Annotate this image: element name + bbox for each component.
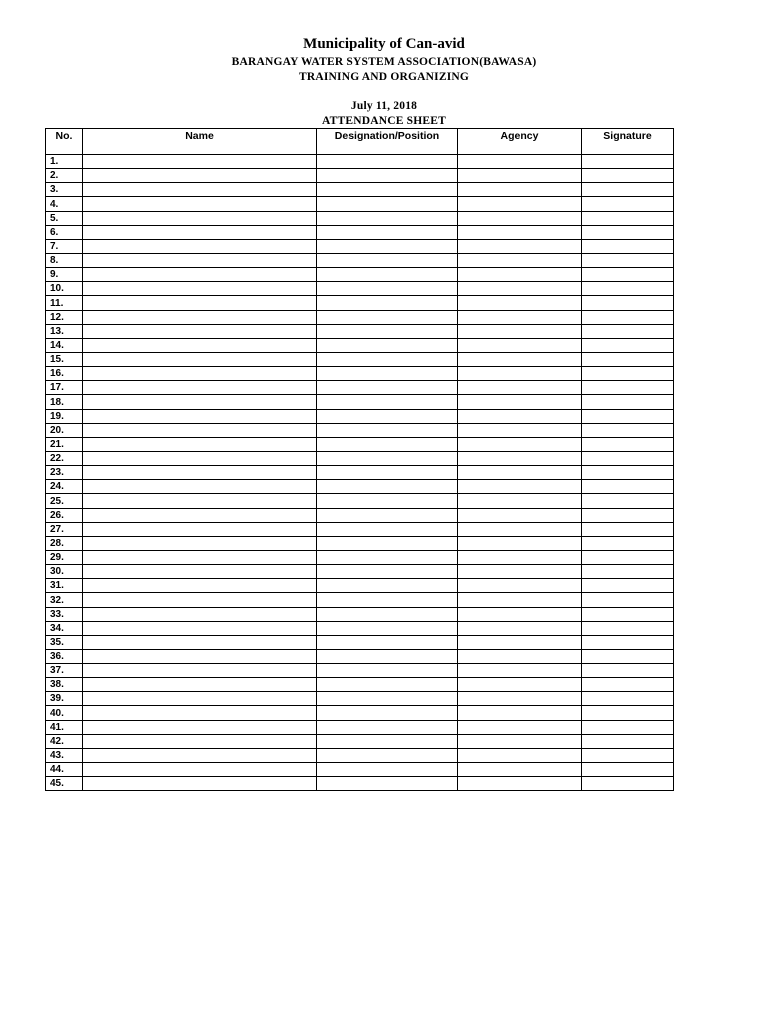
signature-cell[interactable] [582, 536, 674, 550]
agency-cell[interactable] [458, 621, 582, 635]
row-number: 32. [46, 593, 83, 607]
row-number: 7. [46, 239, 83, 253]
signature-cell[interactable] [582, 253, 674, 267]
designation-cell[interactable] [317, 409, 458, 423]
designation-cell[interactable] [317, 367, 458, 381]
designation-cell[interactable] [317, 635, 458, 649]
table-row [46, 409, 674, 423]
designation-cell[interactable] [317, 155, 458, 169]
designation-cell[interactable] [317, 565, 458, 579]
designation-cell[interactable] [317, 593, 458, 607]
table-row [46, 268, 674, 282]
designation-cell[interactable] [317, 395, 458, 409]
agency-cell[interactable] [458, 451, 582, 465]
agency-cell[interactable] [458, 494, 582, 508]
designation-cell[interactable] [317, 748, 458, 762]
name-cell[interactable] [83, 649, 317, 663]
agency-cell[interactable] [458, 296, 582, 310]
table-row [46, 395, 674, 409]
designation-cell[interactable] [317, 282, 458, 296]
table-row [46, 763, 674, 777]
column-header-no: No. [46, 129, 83, 155]
row-number: 17. [46, 381, 83, 395]
row-number: 26. [46, 508, 83, 522]
name-cell[interactable] [83, 310, 317, 324]
row-number: 27. [46, 522, 83, 536]
designation-cell[interactable] [317, 324, 458, 338]
agency-cell[interactable] [458, 777, 582, 791]
agency-cell[interactable] [458, 565, 582, 579]
name-cell[interactable] [83, 635, 317, 649]
designation-cell[interactable] [317, 268, 458, 282]
designation-cell[interactable] [317, 494, 458, 508]
row-number: 24. [46, 480, 83, 494]
signature-cell[interactable] [582, 367, 674, 381]
designation-cell[interactable] [317, 692, 458, 706]
designation-cell[interactable] [317, 522, 458, 536]
agency-cell[interactable] [458, 720, 582, 734]
designation-cell[interactable] [317, 508, 458, 522]
agency-cell[interactable] [458, 635, 582, 649]
agency-cell[interactable] [458, 253, 582, 267]
name-cell[interactable] [83, 423, 317, 437]
table-row [46, 225, 674, 239]
signature-cell[interactable] [582, 565, 674, 579]
designation-cell[interactable] [317, 720, 458, 734]
agency-cell[interactable] [458, 183, 582, 197]
signature-cell[interactable] [582, 734, 674, 748]
association-title: BARANGAY WATER SYSTEM ASSOCIATION(BAWASA) [231, 56, 537, 68]
designation-cell[interactable] [317, 253, 458, 267]
name-cell[interactable] [83, 678, 317, 692]
designation-cell[interactable] [317, 536, 458, 550]
row-number: 30. [46, 565, 83, 579]
designation-cell[interactable] [317, 338, 458, 352]
signature-cell[interactable] [582, 155, 674, 169]
agency-cell[interactable] [458, 763, 582, 777]
table-row [46, 466, 674, 480]
name-cell[interactable] [83, 197, 317, 211]
signature-cell[interactable] [582, 649, 674, 663]
agency-cell[interactable] [458, 338, 582, 352]
table-row [46, 352, 674, 366]
row-number: 18. [46, 395, 83, 409]
agency-cell[interactable] [458, 381, 582, 395]
row-number: 43. [46, 748, 83, 762]
agency-cell[interactable] [458, 593, 582, 607]
agency-cell[interactable] [458, 734, 582, 748]
table-row [46, 692, 674, 706]
table-row [46, 536, 674, 550]
signature-cell[interactable] [582, 324, 674, 338]
designation-cell[interactable] [317, 466, 458, 480]
signature-cell[interactable] [582, 466, 674, 480]
row-number: 31. [46, 579, 83, 593]
row-number: 13. [46, 324, 83, 338]
agency-cell[interactable] [458, 550, 582, 564]
table-row [46, 621, 674, 635]
designation-cell[interactable] [317, 211, 458, 225]
name-cell[interactable] [83, 466, 317, 480]
signature-cell[interactable] [582, 395, 674, 409]
row-number: 25. [46, 494, 83, 508]
table-row [46, 169, 674, 183]
signature-cell[interactable] [582, 508, 674, 522]
row-number: 8. [46, 253, 83, 267]
row-number: 38. [46, 678, 83, 692]
designation-cell[interactable] [317, 423, 458, 437]
row-number: 11. [46, 296, 83, 310]
table-row [46, 296, 674, 310]
designation-cell[interactable] [317, 649, 458, 663]
agency-cell[interactable] [458, 678, 582, 692]
name-cell[interactable] [83, 748, 317, 762]
agency-cell[interactable] [458, 169, 582, 183]
name-cell[interactable] [83, 550, 317, 564]
row-number: 39. [46, 692, 83, 706]
designation-cell[interactable] [317, 225, 458, 239]
agency-cell[interactable] [458, 522, 582, 536]
table-header-row [46, 129, 674, 155]
agency-cell[interactable] [458, 282, 582, 296]
row-number: 5. [46, 211, 83, 225]
signature-cell[interactable] [582, 211, 674, 225]
designation-cell[interactable] [317, 381, 458, 395]
table-row [46, 437, 674, 451]
name-cell[interactable] [83, 268, 317, 282]
agency-cell[interactable] [458, 155, 582, 169]
signature-cell[interactable] [582, 197, 674, 211]
designation-cell[interactable] [317, 763, 458, 777]
signature-cell[interactable] [582, 352, 674, 366]
name-cell[interactable] [83, 536, 317, 550]
row-number: 9. [46, 268, 83, 282]
designation-cell[interactable] [317, 169, 458, 183]
agency-cell[interactable] [458, 395, 582, 409]
signature-cell[interactable] [582, 635, 674, 649]
row-number: 28. [46, 536, 83, 550]
signature-cell[interactable] [582, 593, 674, 607]
designation-cell[interactable] [317, 579, 458, 593]
column-header-agency: Agency [458, 129, 582, 155]
table-row [46, 324, 674, 338]
signature-cell[interactable] [582, 494, 674, 508]
signature-cell[interactable] [582, 268, 674, 282]
designation-cell[interactable] [317, 437, 458, 451]
row-number: 14. [46, 338, 83, 352]
signature-cell[interactable] [582, 621, 674, 635]
agency-cell[interactable] [458, 367, 582, 381]
agency-cell[interactable] [458, 211, 582, 225]
signature-cell[interactable] [582, 183, 674, 197]
table-body [46, 155, 674, 791]
name-cell[interactable] [83, 395, 317, 409]
agency-cell[interactable] [458, 579, 582, 593]
signature-cell[interactable] [582, 338, 674, 352]
table-row [46, 494, 674, 508]
name-cell[interactable] [83, 409, 317, 423]
row-number: 36. [46, 649, 83, 663]
signature-cell[interactable] [582, 706, 674, 720]
row-number: 41. [46, 720, 83, 734]
table-row [46, 734, 674, 748]
name-cell[interactable] [83, 352, 317, 366]
table-row [46, 678, 674, 692]
name-cell[interactable] [83, 338, 317, 352]
table-row [46, 649, 674, 663]
designation-cell[interactable] [317, 607, 458, 621]
row-number: 35. [46, 635, 83, 649]
designation-cell[interactable] [317, 480, 458, 494]
table-row [46, 381, 674, 395]
name-cell[interactable] [83, 607, 317, 621]
table-row [46, 607, 674, 621]
sheet-title: ATTENDANCE SHEET [321, 115, 447, 127]
name-cell[interactable] [83, 381, 317, 395]
row-number: 45. [46, 777, 83, 791]
table-row [46, 664, 674, 678]
signature-cell[interactable] [582, 169, 674, 183]
event-date: July 11, 2018 [350, 100, 418, 112]
table-row [46, 579, 674, 593]
table-row [46, 706, 674, 720]
table-row [46, 720, 674, 734]
name-cell[interactable] [83, 155, 317, 169]
name-cell[interactable] [83, 183, 317, 197]
name-cell[interactable] [83, 720, 317, 734]
name-cell[interactable] [83, 763, 317, 777]
agency-cell[interactable] [458, 508, 582, 522]
designation-cell[interactable] [317, 197, 458, 211]
row-number: 3. [46, 183, 83, 197]
designation-cell[interactable] [317, 183, 458, 197]
table-row [46, 338, 674, 352]
agency-cell[interactable] [458, 268, 582, 282]
table-row [46, 282, 674, 296]
designation-cell[interactable] [317, 664, 458, 678]
name-cell[interactable] [83, 593, 317, 607]
row-number: 42. [46, 734, 83, 748]
name-cell[interactable] [83, 451, 317, 465]
designation-cell[interactable] [317, 621, 458, 635]
row-number: 19. [46, 409, 83, 423]
signature-cell[interactable] [582, 423, 674, 437]
municipality-title: Municipality of Can-avid [303, 36, 465, 52]
name-cell[interactable] [83, 579, 317, 593]
table-row [46, 748, 674, 762]
agency-cell[interactable] [458, 466, 582, 480]
table-row [46, 635, 674, 649]
signature-cell[interactable] [582, 579, 674, 593]
designation-cell[interactable] [317, 239, 458, 253]
signature-cell[interactable] [582, 381, 674, 395]
row-number: 34. [46, 621, 83, 635]
signature-cell[interactable] [582, 692, 674, 706]
signature-cell[interactable] [582, 296, 674, 310]
agency-cell[interactable] [458, 225, 582, 239]
agency-cell[interactable] [458, 706, 582, 720]
row-number: 20. [46, 423, 83, 437]
agency-cell[interactable] [458, 536, 582, 550]
row-number: 37. [46, 664, 83, 678]
agency-cell[interactable] [458, 324, 582, 338]
agency-cell[interactable] [458, 409, 582, 423]
name-cell[interactable] [83, 211, 317, 225]
agency-cell[interactable] [458, 352, 582, 366]
agency-cell[interactable] [458, 437, 582, 451]
row-number: 6. [46, 225, 83, 239]
column-header-signature: Signature [582, 129, 674, 155]
signature-cell[interactable] [582, 664, 674, 678]
signature-cell[interactable] [582, 239, 674, 253]
designation-cell[interactable] [317, 678, 458, 692]
agency-cell[interactable] [458, 239, 582, 253]
name-cell[interactable] [83, 508, 317, 522]
signature-cell[interactable] [582, 451, 674, 465]
row-number: 44. [46, 763, 83, 777]
attendance-table [45, 128, 674, 791]
agency-cell[interactable] [458, 480, 582, 494]
row-number: 1. [46, 155, 83, 169]
designation-cell[interactable] [317, 734, 458, 748]
designation-cell[interactable] [317, 451, 458, 465]
name-cell[interactable] [83, 169, 317, 183]
row-number: 29. [46, 550, 83, 564]
name-cell[interactable] [83, 367, 317, 381]
agency-cell[interactable] [458, 423, 582, 437]
name-cell[interactable] [83, 664, 317, 678]
name-cell[interactable] [83, 480, 317, 494]
signature-cell[interactable] [582, 409, 674, 423]
row-number: 22. [46, 451, 83, 465]
column-header-designation: Designation/Position [317, 129, 458, 155]
signature-cell[interactable] [582, 550, 674, 564]
signature-cell[interactable] [582, 748, 674, 762]
signature-cell[interactable] [582, 607, 674, 621]
designation-cell[interactable] [317, 296, 458, 310]
row-number: 40. [46, 706, 83, 720]
table-row [46, 211, 674, 225]
name-cell[interactable] [83, 692, 317, 706]
agency-cell[interactable] [458, 664, 582, 678]
name-cell[interactable] [83, 621, 317, 635]
name-cell[interactable] [83, 296, 317, 310]
table-row [46, 522, 674, 536]
signature-cell[interactable] [582, 310, 674, 324]
table-row [46, 451, 674, 465]
designation-cell[interactable] [317, 310, 458, 324]
table-row [46, 777, 674, 791]
agency-cell[interactable] [458, 197, 582, 211]
row-number: 16. [46, 367, 83, 381]
event-title: TRAINING AND ORGANIZING [298, 71, 470, 83]
signature-cell[interactable] [582, 763, 674, 777]
name-cell[interactable] [83, 225, 317, 239]
name-cell[interactable] [83, 253, 317, 267]
name-cell[interactable] [83, 522, 317, 536]
signature-cell[interactable] [582, 720, 674, 734]
agency-cell[interactable] [458, 607, 582, 621]
name-cell[interactable] [83, 706, 317, 720]
column-header-name: Name [83, 129, 317, 155]
row-number: 21. [46, 437, 83, 451]
signature-cell[interactable] [582, 282, 674, 296]
name-cell[interactable] [83, 282, 317, 296]
table-row [46, 183, 674, 197]
name-cell[interactable] [83, 239, 317, 253]
designation-cell[interactable] [317, 777, 458, 791]
agency-cell[interactable] [458, 649, 582, 663]
signature-cell[interactable] [582, 777, 674, 791]
row-number: 23. [46, 466, 83, 480]
table-row [46, 239, 674, 253]
designation-cell[interactable] [317, 352, 458, 366]
designation-cell[interactable] [317, 706, 458, 720]
name-cell[interactable] [83, 437, 317, 451]
row-number: 15. [46, 352, 83, 366]
row-number: 2. [46, 169, 83, 183]
table-row [46, 423, 674, 437]
table-row [46, 480, 674, 494]
row-number: 10. [46, 282, 83, 296]
table-row [46, 155, 674, 169]
name-cell[interactable] [83, 777, 317, 791]
agency-cell[interactable] [458, 748, 582, 762]
designation-cell[interactable] [317, 550, 458, 564]
table-row [46, 593, 674, 607]
table-row [46, 197, 674, 211]
table-row [46, 550, 674, 564]
table-row [46, 508, 674, 522]
signature-cell[interactable] [582, 678, 674, 692]
name-cell[interactable] [83, 324, 317, 338]
signature-cell[interactable] [582, 437, 674, 451]
table-row [46, 565, 674, 579]
signature-cell[interactable] [582, 480, 674, 494]
agency-cell[interactable] [458, 692, 582, 706]
agency-cell[interactable] [458, 310, 582, 324]
signature-cell[interactable] [582, 522, 674, 536]
name-cell[interactable] [83, 494, 317, 508]
row-number: 12. [46, 310, 83, 324]
table-row [46, 367, 674, 381]
signature-cell[interactable] [582, 225, 674, 239]
name-cell[interactable] [83, 565, 317, 579]
row-number: 33. [46, 607, 83, 621]
table-row [46, 253, 674, 267]
table-row [46, 310, 674, 324]
name-cell[interactable] [83, 734, 317, 748]
row-number: 4. [46, 197, 83, 211]
